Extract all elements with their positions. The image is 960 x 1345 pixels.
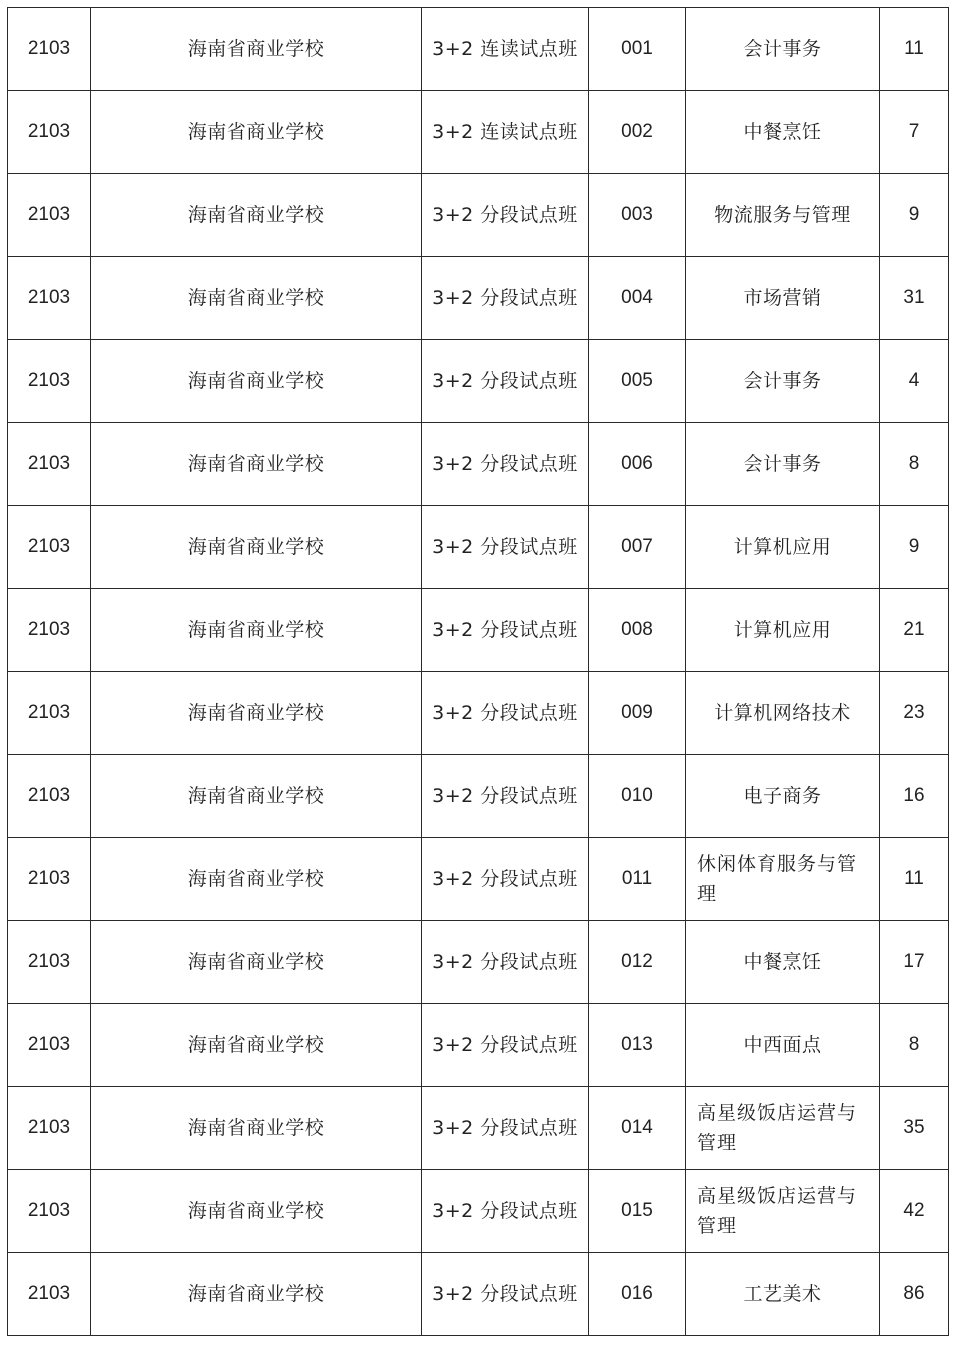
- school-code-cell: 2103: [8, 340, 91, 423]
- class-type-cell: 3+2 分段试点班: [422, 672, 589, 755]
- school-name-cell: 海南省商业学校: [91, 589, 422, 672]
- plan-count-cell: 11: [880, 8, 949, 91]
- class-type-cell: 3+2 分段试点班: [422, 423, 589, 506]
- school-name-cell: 海南省商业学校: [91, 1004, 422, 1087]
- class-type-cell: 3+2 分段试点班: [422, 921, 589, 1004]
- major-code-cell: 001: [589, 8, 686, 91]
- school-name-cell: 海南省商业学校: [91, 838, 422, 921]
- class-type-cell: 3+2 分段试点班: [422, 340, 589, 423]
- major-code-cell: 015: [589, 1170, 686, 1253]
- plan-count-cell: 86: [880, 1253, 949, 1336]
- school-name-cell: 海南省商业学校: [91, 8, 422, 91]
- table-row: [8, 921, 949, 1004]
- class-type-cell: 3+2 分段试点班: [422, 589, 589, 672]
- table-row: [8, 755, 949, 838]
- major-name-cell: 高星级饭店运营与管理: [686, 1087, 880, 1170]
- table-row: [8, 506, 949, 589]
- major-code-cell: 008: [589, 589, 686, 672]
- plan-count-cell: 11: [880, 838, 949, 921]
- class-type-cell: 3+2 连读试点班: [422, 8, 589, 91]
- table-row: [8, 589, 949, 672]
- school-code-cell: 2103: [8, 1253, 91, 1336]
- major-code-cell: 014: [589, 1087, 686, 1170]
- table-row: [8, 1170, 949, 1253]
- table-row: [8, 423, 949, 506]
- school-code-cell: 2103: [8, 257, 91, 340]
- school-name-cell: 海南省商业学校: [91, 1087, 422, 1170]
- table-row: [8, 672, 949, 755]
- plan-count-cell: 9: [880, 506, 949, 589]
- school-name-cell: 海南省商业学校: [91, 672, 422, 755]
- major-code-cell: 011: [589, 838, 686, 921]
- major-code-cell: 003: [589, 174, 686, 257]
- plan-count-cell: 17: [880, 921, 949, 1004]
- table-row: [8, 1253, 949, 1336]
- school-code-cell: 2103: [8, 8, 91, 91]
- school-name-cell: 海南省商业学校: [91, 1253, 422, 1336]
- school-code-cell: 2103: [8, 506, 91, 589]
- major-name-cell: 中餐烹饪: [686, 921, 880, 1004]
- class-type-cell: 3+2 分段试点班: [422, 1253, 589, 1336]
- major-name-cell: 计算机应用: [686, 506, 880, 589]
- school-name-cell: 海南省商业学校: [91, 921, 422, 1004]
- major-code-cell: 007: [589, 506, 686, 589]
- major-name-cell: 中西面点: [686, 1004, 880, 1087]
- major-code-cell: 005: [589, 340, 686, 423]
- school-name-cell: 海南省商业学校: [91, 174, 422, 257]
- table-row: [8, 174, 949, 257]
- plan-count-cell: 8: [880, 423, 949, 506]
- class-type-cell: 3+2 连读试点班: [422, 91, 589, 174]
- table-row: [8, 1004, 949, 1087]
- school-name-cell: 海南省商业学校: [91, 423, 422, 506]
- school-code-cell: 2103: [8, 1004, 91, 1087]
- major-code-cell: 004: [589, 257, 686, 340]
- major-code-cell: 013: [589, 1004, 686, 1087]
- major-name-cell: 计算机应用: [686, 589, 880, 672]
- major-name-cell: 会计事务: [686, 8, 880, 91]
- school-code-cell: 2103: [8, 838, 91, 921]
- school-code-cell: 2103: [8, 423, 91, 506]
- table-row: [8, 91, 949, 174]
- class-type-cell: 3+2 分段试点班: [422, 1004, 589, 1087]
- class-type-cell: 3+2 分段试点班: [422, 1087, 589, 1170]
- major-name-cell: 中餐烹饪: [686, 91, 880, 174]
- major-code-cell: 009: [589, 672, 686, 755]
- school-code-cell: 2103: [8, 672, 91, 755]
- major-name-cell: 电子商务: [686, 755, 880, 838]
- table-row: [8, 8, 949, 91]
- school-name-cell: 海南省商业学校: [91, 340, 422, 423]
- school-name-cell: 海南省商业学校: [91, 755, 422, 838]
- table-row: [8, 257, 949, 340]
- school-code-cell: 2103: [8, 755, 91, 838]
- major-name-cell: 高星级饭店运营与管理: [686, 1170, 880, 1253]
- plan-count-cell: 16: [880, 755, 949, 838]
- major-name-cell: 物流服务与管理: [686, 174, 880, 257]
- school-name-cell: 海南省商业学校: [91, 506, 422, 589]
- school-code-cell: 2103: [8, 91, 91, 174]
- table-row: [8, 838, 949, 921]
- major-name-cell: 工艺美术: [686, 1253, 880, 1336]
- school-name-cell: 海南省商业学校: [91, 1170, 422, 1253]
- major-name-cell: 市场营销: [686, 257, 880, 340]
- table-row: [8, 1087, 949, 1170]
- table-body: [8, 8, 949, 1336]
- class-type-cell: 3+2 分段试点班: [422, 506, 589, 589]
- plan-count-cell: 31: [880, 257, 949, 340]
- school-code-cell: 2103: [8, 174, 91, 257]
- school-name-cell: 海南省商业学校: [91, 91, 422, 174]
- major-code-cell: 016: [589, 1253, 686, 1336]
- major-name-cell: 会计事务: [686, 423, 880, 506]
- school-code-cell: 2103: [8, 1170, 91, 1253]
- plan-count-cell: 7: [880, 91, 949, 174]
- major-name-cell: 会计事务: [686, 340, 880, 423]
- school-code-cell: 2103: [8, 589, 91, 672]
- class-type-cell: 3+2 分段试点班: [422, 257, 589, 340]
- plan-count-cell: 9: [880, 174, 949, 257]
- plan-count-cell: 21: [880, 589, 949, 672]
- class-type-cell: 3+2 分段试点班: [422, 755, 589, 838]
- plan-count-cell: 42: [880, 1170, 949, 1253]
- major-code-cell: 012: [589, 921, 686, 1004]
- major-code-cell: 010: [589, 755, 686, 838]
- major-code-cell: 002: [589, 91, 686, 174]
- class-type-cell: 3+2 分段试点班: [422, 174, 589, 257]
- enrollment-table: [7, 7, 949, 1336]
- table-row: [8, 340, 949, 423]
- major-code-cell: 006: [589, 423, 686, 506]
- major-name-cell: 计算机网络技术: [686, 672, 880, 755]
- plan-count-cell: 4: [880, 340, 949, 423]
- plan-count-cell: 23: [880, 672, 949, 755]
- plan-count-cell: 35: [880, 1087, 949, 1170]
- plan-count-cell: 8: [880, 1004, 949, 1087]
- class-type-cell: 3+2 分段试点班: [422, 1170, 589, 1253]
- school-code-cell: 2103: [8, 1087, 91, 1170]
- school-name-cell: 海南省商业学校: [91, 257, 422, 340]
- class-type-cell: 3+2 分段试点班: [422, 838, 589, 921]
- school-code-cell: 2103: [8, 921, 91, 1004]
- major-name-cell: 休闲体育服务与管理: [686, 838, 880, 921]
